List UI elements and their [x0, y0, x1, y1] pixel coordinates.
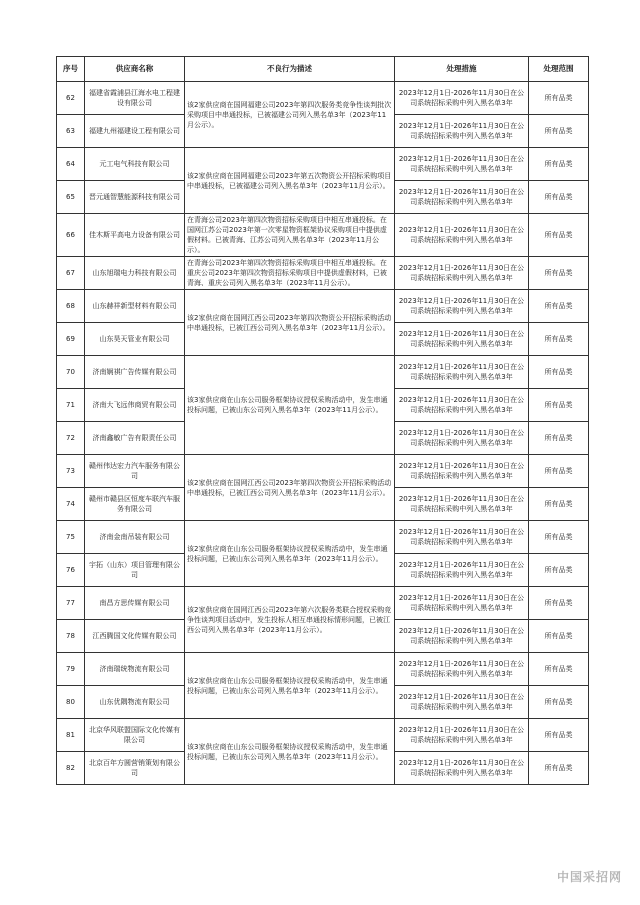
handling-scope: 所有品类: [529, 290, 589, 323]
row-number: 64: [57, 148, 85, 181]
blacklist-table: [56, 56, 589, 785]
supplier-name: 济南瑞统物流有限公司: [85, 653, 185, 686]
table-row: [57, 653, 589, 686]
violation-description: 在青海公司2023年第四次物资招标采购项目中相互串通投标。在重庆公司2023年第四次物资招标采购项目中提供虚假材料，已被青海、重庆公司列入黑名单3年（2023年11月公示）。: [185, 257, 395, 290]
supplier-name: 南昌方思传媒有限公司: [85, 587, 185, 620]
violation-description: 该2家供应商在国网江西公司2023年第六次服务类联合授权采购竞争性谈判项目活动中，发生投标人相互串通投标情形问题，已被江西公司列入黑名单3年（2023年11月公示）。: [185, 587, 395, 653]
handling-measure: 2023年12月1日-2026年11月30日在公司系统招标采购中列入黑名单3年: [395, 719, 529, 752]
handling-scope: 所有品类: [529, 587, 589, 620]
supplier-name: 赣州伟达宏力汽车服务有限公司: [85, 455, 185, 488]
table-body: [57, 82, 589, 785]
table-row: [57, 214, 589, 257]
row-number: 73: [57, 455, 85, 488]
handling-scope: 所有品类: [529, 653, 589, 686]
handling-measure: 2023年12月1日-2026年11月30日在公司系统招标采购中列入黑名单3年: [395, 214, 529, 257]
header-measure: 处理措施: [395, 57, 529, 82]
handling-scope: 所有品类: [529, 356, 589, 389]
table-row: [57, 521, 589, 554]
handling-measure: 2023年12月1日-2026年11月30日在公司系统招标采购中列入黑名单3年: [395, 587, 529, 620]
handling-measure: 2023年12月1日-2026年11月30日在公司系统招标采购中列入黑名单3年: [395, 455, 529, 488]
handling-measure: 2023年12月1日-2026年11月30日在公司系统招标采购中列入黑名单3年: [395, 389, 529, 422]
handling-measure: 2023年12月1日-2026年11月30日在公司系统招标采购中列入黑名单3年: [395, 554, 529, 587]
row-number: 76: [57, 554, 85, 587]
handling-scope: 所有品类: [529, 323, 589, 356]
violation-description: 该3家供应商在山东公司服务框架协议授权采购活动中，发生串通投标问题，已被山东公司列入黑名单3年（2023年11月公示）。: [185, 356, 395, 455]
table-row: [57, 257, 589, 290]
supplier-name: 山东赫祥新型材料有限公司: [85, 290, 185, 323]
violation-description: 该2家供应商在国网江西公司2023年第四次物资公开招标采购活动中串通投标，已被江西公司列入黑名单3年（2023年11月公示）。: [185, 290, 395, 356]
violation-description: 该2家供应商在国网江西公司2023年第四次物资公开招标采购活动中串通投标，已被江西公司列入黑名单3年（2023年11月公示）。: [185, 455, 395, 521]
handling-scope: 所有品类: [529, 521, 589, 554]
watermark-text: 中国采招网: [556, 870, 622, 884]
handling-measure: 2023年12月1日-2026年11月30日在公司系统招标采购中列入黑名单3年: [395, 290, 529, 323]
handling-scope: 所有品类: [529, 214, 589, 257]
header-supplier: 供应商名称: [85, 57, 185, 82]
supplier-name: 赣州市赣县区恒度车联汽车服务有限公司: [85, 488, 185, 521]
handling-measure: 2023年12月1日-2026年11月30日在公司系统招标采购中列入黑名单3年: [395, 686, 529, 719]
supplier-name: 济南金南吊装有限公司: [85, 521, 185, 554]
handling-scope: 所有品类: [529, 455, 589, 488]
supplier-name: 山东优隅物流有限公司: [85, 686, 185, 719]
handling-measure: 2023年12月1日-2026年11月30日在公司系统招标采购中列入黑名单3年: [395, 488, 529, 521]
handling-measure: 2023年12月1日-2026年11月30日在公司系统招标采购中列入黑名单3年: [395, 257, 529, 290]
supplier-name: 晋元通智慧能源科技有限公司: [85, 181, 185, 214]
supplier-name: 福建九州福建设工程有限公司: [85, 115, 185, 148]
row-number: 74: [57, 488, 85, 521]
violation-description: 该2家供应商在山东公司服务框架协议授权采购活动中，发生串通投标问题，已被山东公司列入黑名单3年（2023年11月公示）。: [185, 521, 395, 587]
handling-scope: 所有品类: [529, 181, 589, 214]
table-row: [57, 587, 589, 620]
handling-measure: 2023年12月1日-2026年11月30日在公司系统招标采购中列入黑名单3年: [395, 521, 529, 554]
handling-scope: 所有品类: [529, 422, 589, 455]
supplier-name: 佳木斯平高电力设备有限公司: [85, 214, 185, 257]
handling-measure: 2023年12月1日-2026年11月30日在公司系统招标采购中列入黑名单3年: [395, 181, 529, 214]
header-description: 不良行为描述: [185, 57, 395, 82]
handling-scope: 所有品类: [529, 257, 589, 290]
handling-measure: 2023年12月1日-2026年11月30日在公司系统招标采购中列入黑名单3年: [395, 752, 529, 785]
table-row: [57, 356, 589, 389]
handling-measure: 2023年12月1日-2026年11月30日在公司系统招标采购中列入黑名单3年: [395, 653, 529, 686]
row-number: 72: [57, 422, 85, 455]
handling-scope: 所有品类: [529, 554, 589, 587]
table-row: [57, 290, 589, 323]
handling-scope: 所有品类: [529, 82, 589, 115]
supplier-name: 江西腾国文化传媒有限公司: [85, 620, 185, 653]
supplier-name: 北京华风联盟国际文化传媒有限公司: [85, 719, 185, 752]
handling-scope: 所有品类: [529, 148, 589, 181]
row-number: 71: [57, 389, 85, 422]
table-header-row: [57, 57, 589, 82]
supplier-name: 福建省霞浦县江海水电工程建设有限公司: [85, 82, 185, 115]
supplier-name: 济南娴祺广告传媒有限公司: [85, 356, 185, 389]
table-row: [57, 148, 589, 181]
row-number: 82: [57, 752, 85, 785]
violation-description: 该2家供应商在国网福建公司2023年第四次服务类竞争性谈判批次采购项目中串通投标，已被福建公司列入黑名单3年（2023年11月公示）。: [185, 82, 395, 148]
row-number: 66: [57, 214, 85, 257]
row-number: 63: [57, 115, 85, 148]
row-number: 65: [57, 181, 85, 214]
row-number: 62: [57, 82, 85, 115]
handling-measure: 2023年12月1日-2026年11月30日在公司系统招标采购中列入黑名单3年: [395, 148, 529, 181]
handling-scope: 所有品类: [529, 115, 589, 148]
supplier-name: 元工电气科技有限公司: [85, 148, 185, 181]
supplier-name: 宇拓（山东）项目管理有限公司: [85, 554, 185, 587]
row-number: 77: [57, 587, 85, 620]
handling-measure: 2023年12月1日-2026年11月30日在公司系统招标采购中列入黑名单3年: [395, 356, 529, 389]
table-row: [57, 719, 589, 752]
supplier-name: 济南鑫敏广告有限责任公司: [85, 422, 185, 455]
handling-measure: 2023年12月1日-2026年11月30日在公司系统招标采购中列入黑名单3年: [395, 323, 529, 356]
row-number: 80: [57, 686, 85, 719]
violation-description: 在青海公司2023年第四次物资招标采购项目中相互串通投标。在国网江苏公司2023年第一次零星物资框架协议采购项目中提供虚假材料。已被青海、江苏公司列入黑名单3年（2023年11月公示）。: [185, 214, 395, 257]
handling-measure: 2023年12月1日-2026年11月30日在公司系统招标采购中列入黑名单3年: [395, 82, 529, 115]
violation-description: 该2家供应商在国网福建公司2023年第五次物资公开招标采购项目中串通投标，已被福建公司列入黑名单3年（2023年11月公示）。: [185, 148, 395, 214]
supplier-name: 山东旭瑞电力科技有限公司: [85, 257, 185, 290]
supplier-name: 北京百年方圆营销策划有限公司: [85, 752, 185, 785]
supplier-name: 济南大飞远伟商贸有限公司: [85, 389, 185, 422]
handling-scope: 所有品类: [529, 752, 589, 785]
violation-description: 该3家供应商在山东公司服务框架协议授权采购活动中，发生串通投标问题，已被山东公司列入黑名单3年（2023年11月公示）。: [185, 719, 395, 785]
row-number: 79: [57, 653, 85, 686]
handling-scope: 所有品类: [529, 686, 589, 719]
header-scope: 处理范围: [529, 57, 589, 82]
row-number: 68: [57, 290, 85, 323]
table-row: [57, 455, 589, 488]
handling-scope: 所有品类: [529, 488, 589, 521]
supplier-name: 山东昊天管业有限公司: [85, 323, 185, 356]
row-number: 75: [57, 521, 85, 554]
handling-measure: 2023年12月1日-2026年11月30日在公司系统招标采购中列入黑名单3年: [395, 422, 529, 455]
handling-scope: 所有品类: [529, 389, 589, 422]
row-number: 81: [57, 719, 85, 752]
table-row: [57, 82, 589, 115]
handling-scope: 所有品类: [529, 719, 589, 752]
violation-description: 该2家供应商在山东公司服务框架协议授权采购活动中，发生串通投标问题，已被山东公司列入黑名单3年（2023年11月公示）。: [185, 653, 395, 719]
row-number: 67: [57, 257, 85, 290]
document-page: [56, 56, 588, 785]
header-no: 序号: [57, 57, 85, 82]
handling-measure: 2023年12月1日-2026年11月30日在公司系统招标采购中列入黑名单3年: [395, 115, 529, 148]
handling-scope: 所有品类: [529, 620, 589, 653]
handling-measure: 2023年12月1日-2026年11月30日在公司系统招标采购中列入黑名单3年: [395, 620, 529, 653]
row-number: 78: [57, 620, 85, 653]
row-number: 70: [57, 356, 85, 389]
row-number: 69: [57, 323, 85, 356]
